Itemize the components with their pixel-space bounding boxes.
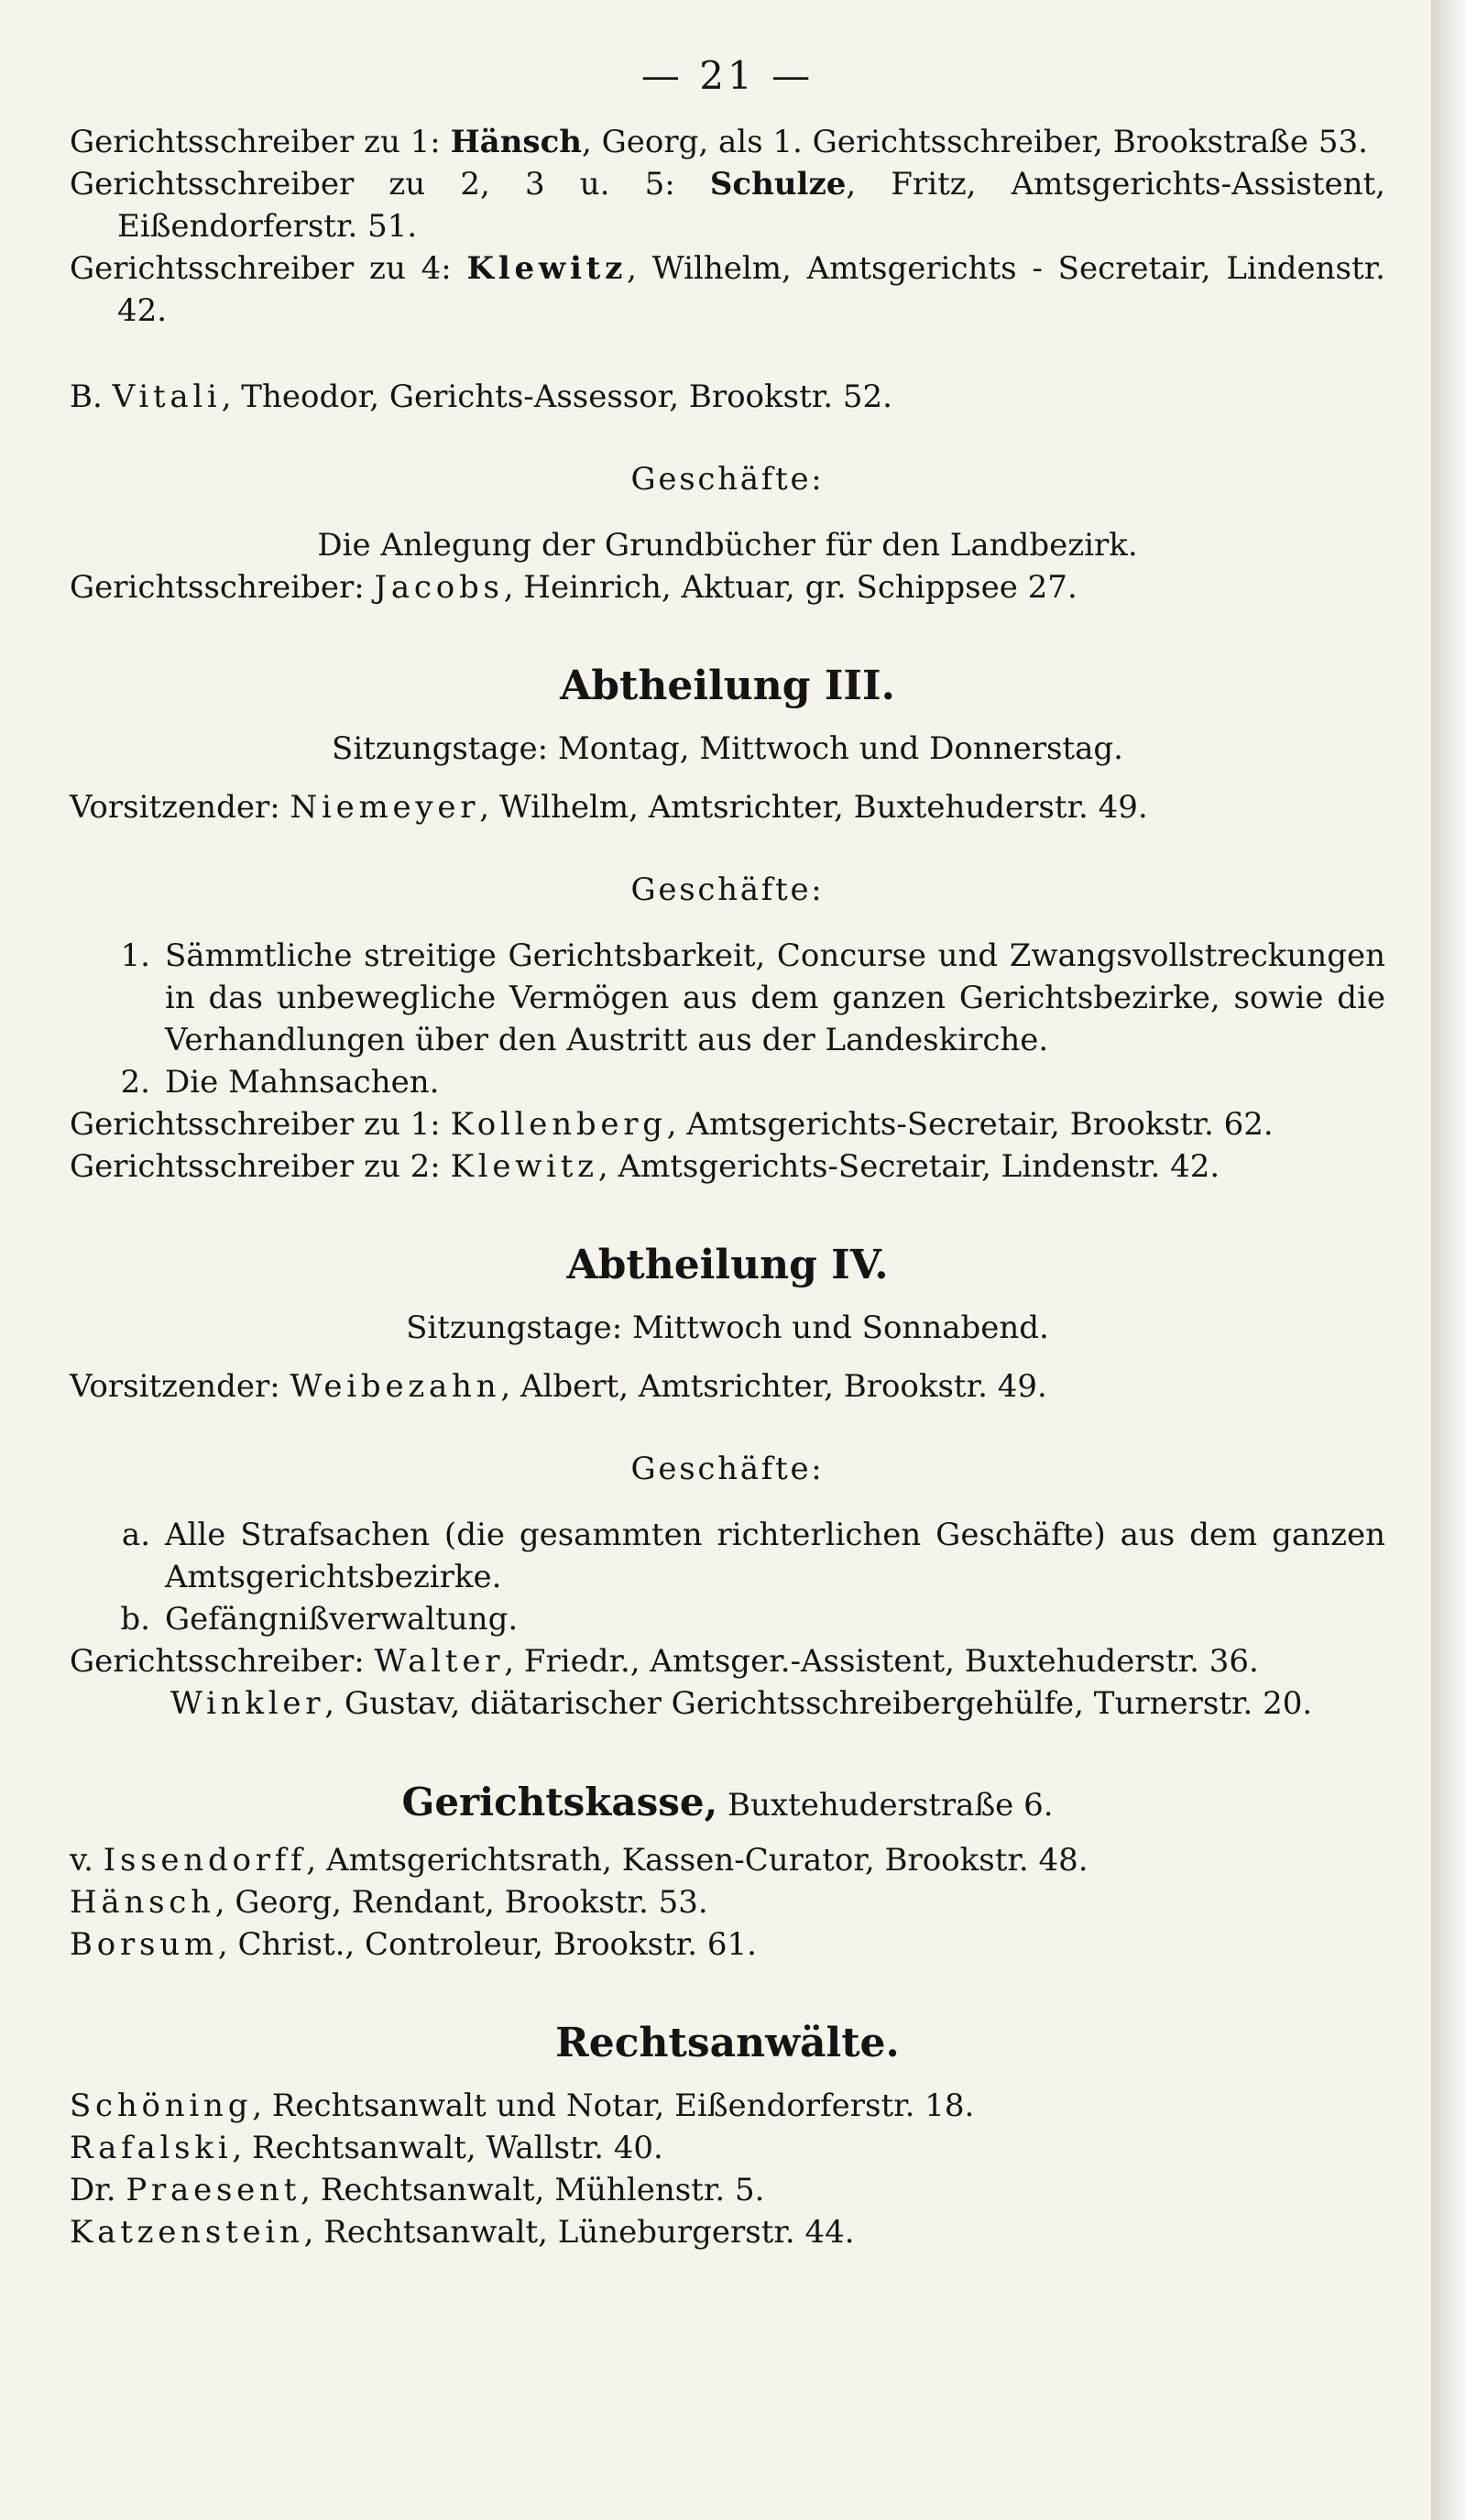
- person-name: Schöning: [70, 2087, 253, 2124]
- person-entry: v. Issendorff, Amtsgerichtsrath, Kassen-Curator, Brookstr. 48.: [70, 1842, 1089, 1879]
- person-name: Borsum: [70, 1926, 218, 1963]
- page-content: [70, 55, 1385, 2253]
- section-heading-abt4: Abtheilung IV.: [566, 1242, 889, 1288]
- person-name: Kollenberg: [450, 1106, 667, 1143]
- chair-entry: Vorsitzender: Weibezahn, Albert, Amtsrichter, Brookstr. 49.: [70, 1368, 1047, 1405]
- section-heading-anwaelte: Rechtsanwälte.: [555, 2020, 900, 2066]
- person-name: Klewitz: [450, 1148, 598, 1185]
- person-name: Praesent: [126, 2172, 301, 2208]
- person-name: Winkler: [170, 1685, 325, 1722]
- person-name: Vitali: [112, 378, 222, 415]
- person-entry: Dr. Praesent, Rechtsanwalt, Mühlenstr. 5.: [70, 2172, 765, 2208]
- section-heading-kasse: Gerichtskasse, Buxtehuderstraße 6.: [401, 1780, 1054, 1824]
- person-name: Hänsch: [450, 124, 582, 160]
- list-item: 2. Die Mahnsachen.: [120, 1064, 440, 1101]
- session-days: Sitzungstage: Mittwoch und Sonnabend.: [406, 1309, 1049, 1346]
- clerk-entry: Gerichtsschreiber: Walter, Friedr., Amtsger.-Assistent, Buxtehuderstr. 36.: [70, 1643, 1259, 1680]
- person-name: Walter: [374, 1643, 505, 1680]
- clerk-entry: Winkler, Gustav, diätarischer Gerichtsschreibergehülfe, Turnerstr. 20.: [170, 1685, 1313, 1722]
- clerk-entry: Gerichtsschreiber zu 2, 3 u. 5: Schulze, Fritz, Amtsgerichts-Assistent, Eißendorferstr. 51.: [70, 166, 1385, 245]
- person-name: Schulze: [709, 166, 847, 203]
- list-item: a. Alle Strafsachen (die gesammten richterlichen Geschäfte) aus dem ganzen Amtsgerichtsbezirke.: [121, 1517, 1385, 1595]
- person-name: Weibezahn: [290, 1368, 501, 1405]
- person-name: Klewitz: [466, 250, 628, 287]
- clerk-entry: Gerichtsschreiber zu 1: Hänsch, Georg, als 1. Gerichtsschreiber, Brookstraße 53.: [70, 124, 1368, 160]
- person-name: Jacobs: [374, 569, 504, 606]
- section-subheading: Geschäfte:: [630, 461, 825, 498]
- list-item: b. Gefängnißverwaltung.: [120, 1601, 519, 1638]
- person-name: Issendorff: [103, 1842, 307, 1879]
- person-entry: Schöning, Rechtsanwalt und Notar, Eißendorferstr. 18.: [70, 2087, 975, 2124]
- section-subheading: Geschäfte:: [630, 1451, 825, 1487]
- clerk-entry: Gerichtsschreiber: Jacobs, Heinrich, Aktuar, gr. Schippsee 27.: [70, 569, 1078, 606]
- session-days: Sitzungstage: Montag, Mittwoch und Donnerstag.: [332, 730, 1123, 767]
- page-number: — 21 —: [640, 53, 815, 98]
- section-heading-abt3: Abtheilung III.: [560, 663, 895, 709]
- clerk-entry: Gerichtsschreiber zu 1: Kollenberg, Amtsgerichts-Secretair, Brookstr. 62.: [70, 1106, 1274, 1143]
- section-subheading: Geschäfte:: [630, 871, 825, 908]
- person-name: Katzenstein: [70, 2214, 304, 2251]
- list-item: 1. Sämmtliche streitige Gerichtsbarkeit, Concurse und Zwangsvollstreckungen in das unbewegliche Vermögen aus dem ganzen Gerichtsbezirke, sowie die Verhandlungen über den Austritt aus der Landeskirche.: [120, 937, 1385, 1058]
- person-entry: Borsum, Christ., Controleur, Brookstr. 61.: [70, 1926, 757, 1963]
- judge-entry-b: B. Vitali, Theodor, Gerichts-Assessor, Brookstr. 52.: [70, 378, 892, 415]
- clerk-entry: Gerichtsschreiber zu 4: Klewitz, Wilhelm, Amtsgerichts - Secretair, Lindenstr. 42.: [70, 250, 1385, 329]
- business-description: Die Anlegung der Grundbücher für den Landbezirk.: [317, 527, 1138, 564]
- person-entry: Katzenstein, Rechtsanwalt, Lüneburgerstr. 44.: [70, 2214, 855, 2251]
- person-entry: Hänsch, Georg, Rendant, Brookstr. 53.: [70, 1884, 708, 1921]
- chair-entry: Vorsitzender: Niemeyer, Wilhelm, Amtsrichter, Buxtehuderstr. 49.: [70, 789, 1148, 826]
- clerk-entry: Gerichtsschreiber zu 2: Klewitz, Amtsgerichts-Secretair, Lindenstr. 42.: [70, 1148, 1220, 1185]
- page-edge: [1431, 0, 1466, 2520]
- person-name: Niemeyer: [290, 789, 480, 826]
- person-entry: Rafalski, Rechtsanwalt, Wallstr. 40.: [70, 2130, 663, 2166]
- person-name: Rafalski: [70, 2130, 233, 2166]
- person-name: Hänsch: [70, 1884, 215, 1921]
